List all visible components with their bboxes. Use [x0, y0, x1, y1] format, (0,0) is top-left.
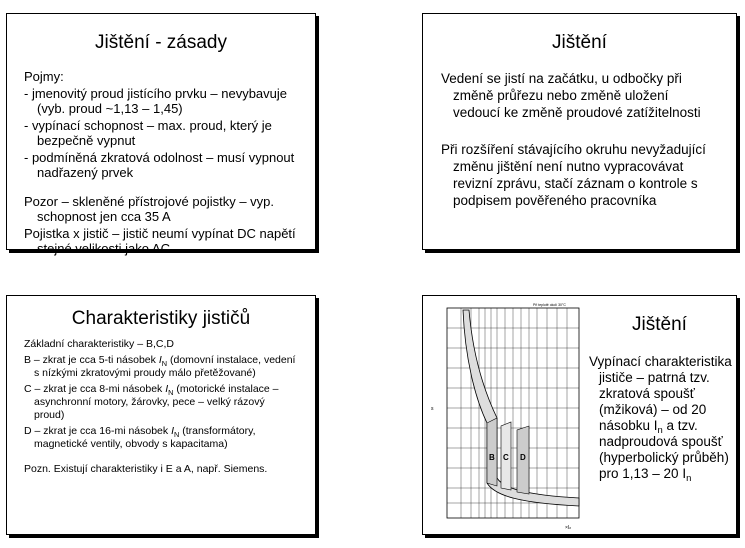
- line-8: [589, 466, 737, 482]
- char-d-line2: magnetické ventily, obvody s kapacitama): [34, 438, 228, 450]
- para-pojistka-line2: stejné velikosti jako AC: [37, 241, 170, 256]
- item-2: [24, 118, 309, 148]
- slide-body: [24, 69, 309, 256]
- line-6: nadproudová spoušť: [599, 434, 723, 449]
- in-sub: N: [173, 430, 180, 439]
- in-symbol: I: [158, 354, 162, 366]
- slide-title: Jištění: [632, 314, 687, 335]
- curve-b-band: [487, 418, 497, 486]
- char-b-pre: B – zkrat je cca 5-ti násobek: [24, 354, 159, 366]
- pojmy-label: Pojmy:: [24, 69, 64, 84]
- char-d-line1: [24, 425, 314, 438]
- item-3: [24, 150, 309, 180]
- char-d: [24, 425, 314, 451]
- char-b: [24, 354, 314, 380]
- item-2-line2: bezpečně vypnut: [37, 133, 136, 148]
- slide-jisteni-zasady: [6, 13, 316, 256]
- item-1-line2: (vyb. proud ~1,13 – 1,45): [37, 101, 183, 116]
- curve-label-c: C: [503, 453, 509, 462]
- para-vedeni: [441, 70, 731, 121]
- line-5: [589, 418, 737, 434]
- para-rozsireni-line3: revizní zprávu, stačí záznam o kontrole s: [453, 176, 698, 191]
- line-5-sub: n: [657, 425, 663, 436]
- para-pojistka-line1: Pojistka x jistič – jistič neumí vypínat DC napětí: [24, 226, 296, 241]
- in-sub: N: [168, 388, 174, 397]
- item-1: [24, 86, 309, 116]
- intro: Základní charakteristiky – B,C,D: [24, 338, 174, 350]
- slide-title: Charakteristiky jističů: [71, 308, 251, 329]
- in-sub: N: [161, 359, 168, 368]
- para-pojistka: [24, 226, 309, 256]
- para-vedeni-line3: vedoucí ke změně proudové zatížitelnosti: [453, 105, 701, 120]
- item-3-line2: nadřazený prvek: [37, 165, 134, 180]
- line-7: (hyperbolický průběh): [599, 450, 729, 465]
- char-b-line1: [24, 354, 314, 367]
- curve-label-b: B: [489, 453, 495, 462]
- slide-jisteni-chart: [422, 295, 737, 535]
- slide-title: Jištění: [552, 32, 607, 53]
- char-b-line2: s nízkými zkratovými proudy málo přetěžované): [34, 367, 256, 379]
- para-vedeni-line1: Vedení se jistí na začátku, u odbočky při: [441, 71, 682, 86]
- para-rozsireni-line4: podpisem pověřeného pracovníka: [453, 193, 657, 208]
- slide-body: [24, 338, 314, 476]
- para-rozsireni-line1: Při rozšíření stávajícího okruhu nevyžadující: [441, 142, 706, 157]
- slide-body: [589, 354, 737, 482]
- char-c-line2: asynchronní motory, žárovky, pece – velký rázový: [34, 396, 265, 408]
- char-c-post: (motorické instalace –: [173, 383, 279, 395]
- char-b-post: (domovní instalace, vedení: [167, 354, 296, 366]
- char-c: [24, 383, 314, 422]
- char-d-post: (transformátory,: [179, 425, 256, 437]
- para-rozsireni: [441, 141, 731, 209]
- chart-y-unit: s: [431, 406, 434, 412]
- tripping-characteristic-chart: [425, 298, 585, 533]
- slide-title: Jištění - zásady: [95, 32, 227, 53]
- item-1-line1: - jmenovitý proud jistícího prvku – nevybavuje: [24, 86, 288, 101]
- note: Pozn. Existují charakteristiky i E a A, např. Siemens.: [24, 463, 268, 475]
- chart-x-unit: ×Iₙ: [565, 525, 572, 531]
- line-4: (mžiková) – od 20: [599, 402, 707, 417]
- slide-charakteristiky: [6, 295, 316, 535]
- para-pozor: [24, 194, 309, 224]
- char-c-line3: proud): [34, 409, 65, 421]
- slide-jisteni: [422, 13, 737, 250]
- char-c-line1: [24, 383, 314, 396]
- line-2: jističe – patrná tzv.: [599, 370, 710, 385]
- para-rozsireni-line2: změnu jištění není nutno vypracovávat: [453, 159, 684, 174]
- in-symbol: I: [165, 383, 169, 395]
- char-d-pre: D – zkrat je cca 16-mi násobek: [24, 425, 172, 437]
- line-8-sub: n: [686, 473, 692, 484]
- line-3: zkratová spoušť: [599, 386, 695, 401]
- chart-header: Při teplotě okolí 30°C: [533, 303, 566, 307]
- line-5-post: a tzv.: [662, 418, 698, 433]
- char-c-pre: C – zkrat je cca 8-mi násobek: [24, 383, 166, 395]
- item-3-line1: - podmíněná zkratová odolnost – musí vypnout: [24, 150, 295, 165]
- slide-body: [441, 70, 731, 209]
- para-pozor-line1: Pozor – skleněné přístrojové pojistky – vyp.: [24, 194, 275, 209]
- para-vedeni-line2: změně průřezu nebo změně uložení: [453, 88, 669, 103]
- item-2-line1: - vypínací schopnost – max. proud, který je: [24, 118, 272, 133]
- line-5-pre: násobku I: [599, 418, 658, 433]
- line-8-pre: pro 1,13 – 20 I: [599, 466, 687, 481]
- in-symbol: I: [171, 425, 174, 437]
- curve-label-d: D: [520, 453, 526, 462]
- line-1: Vypínací charakteristika: [589, 354, 732, 369]
- para-pozor-line2: schopnost jen cca 35 A: [37, 209, 171, 224]
